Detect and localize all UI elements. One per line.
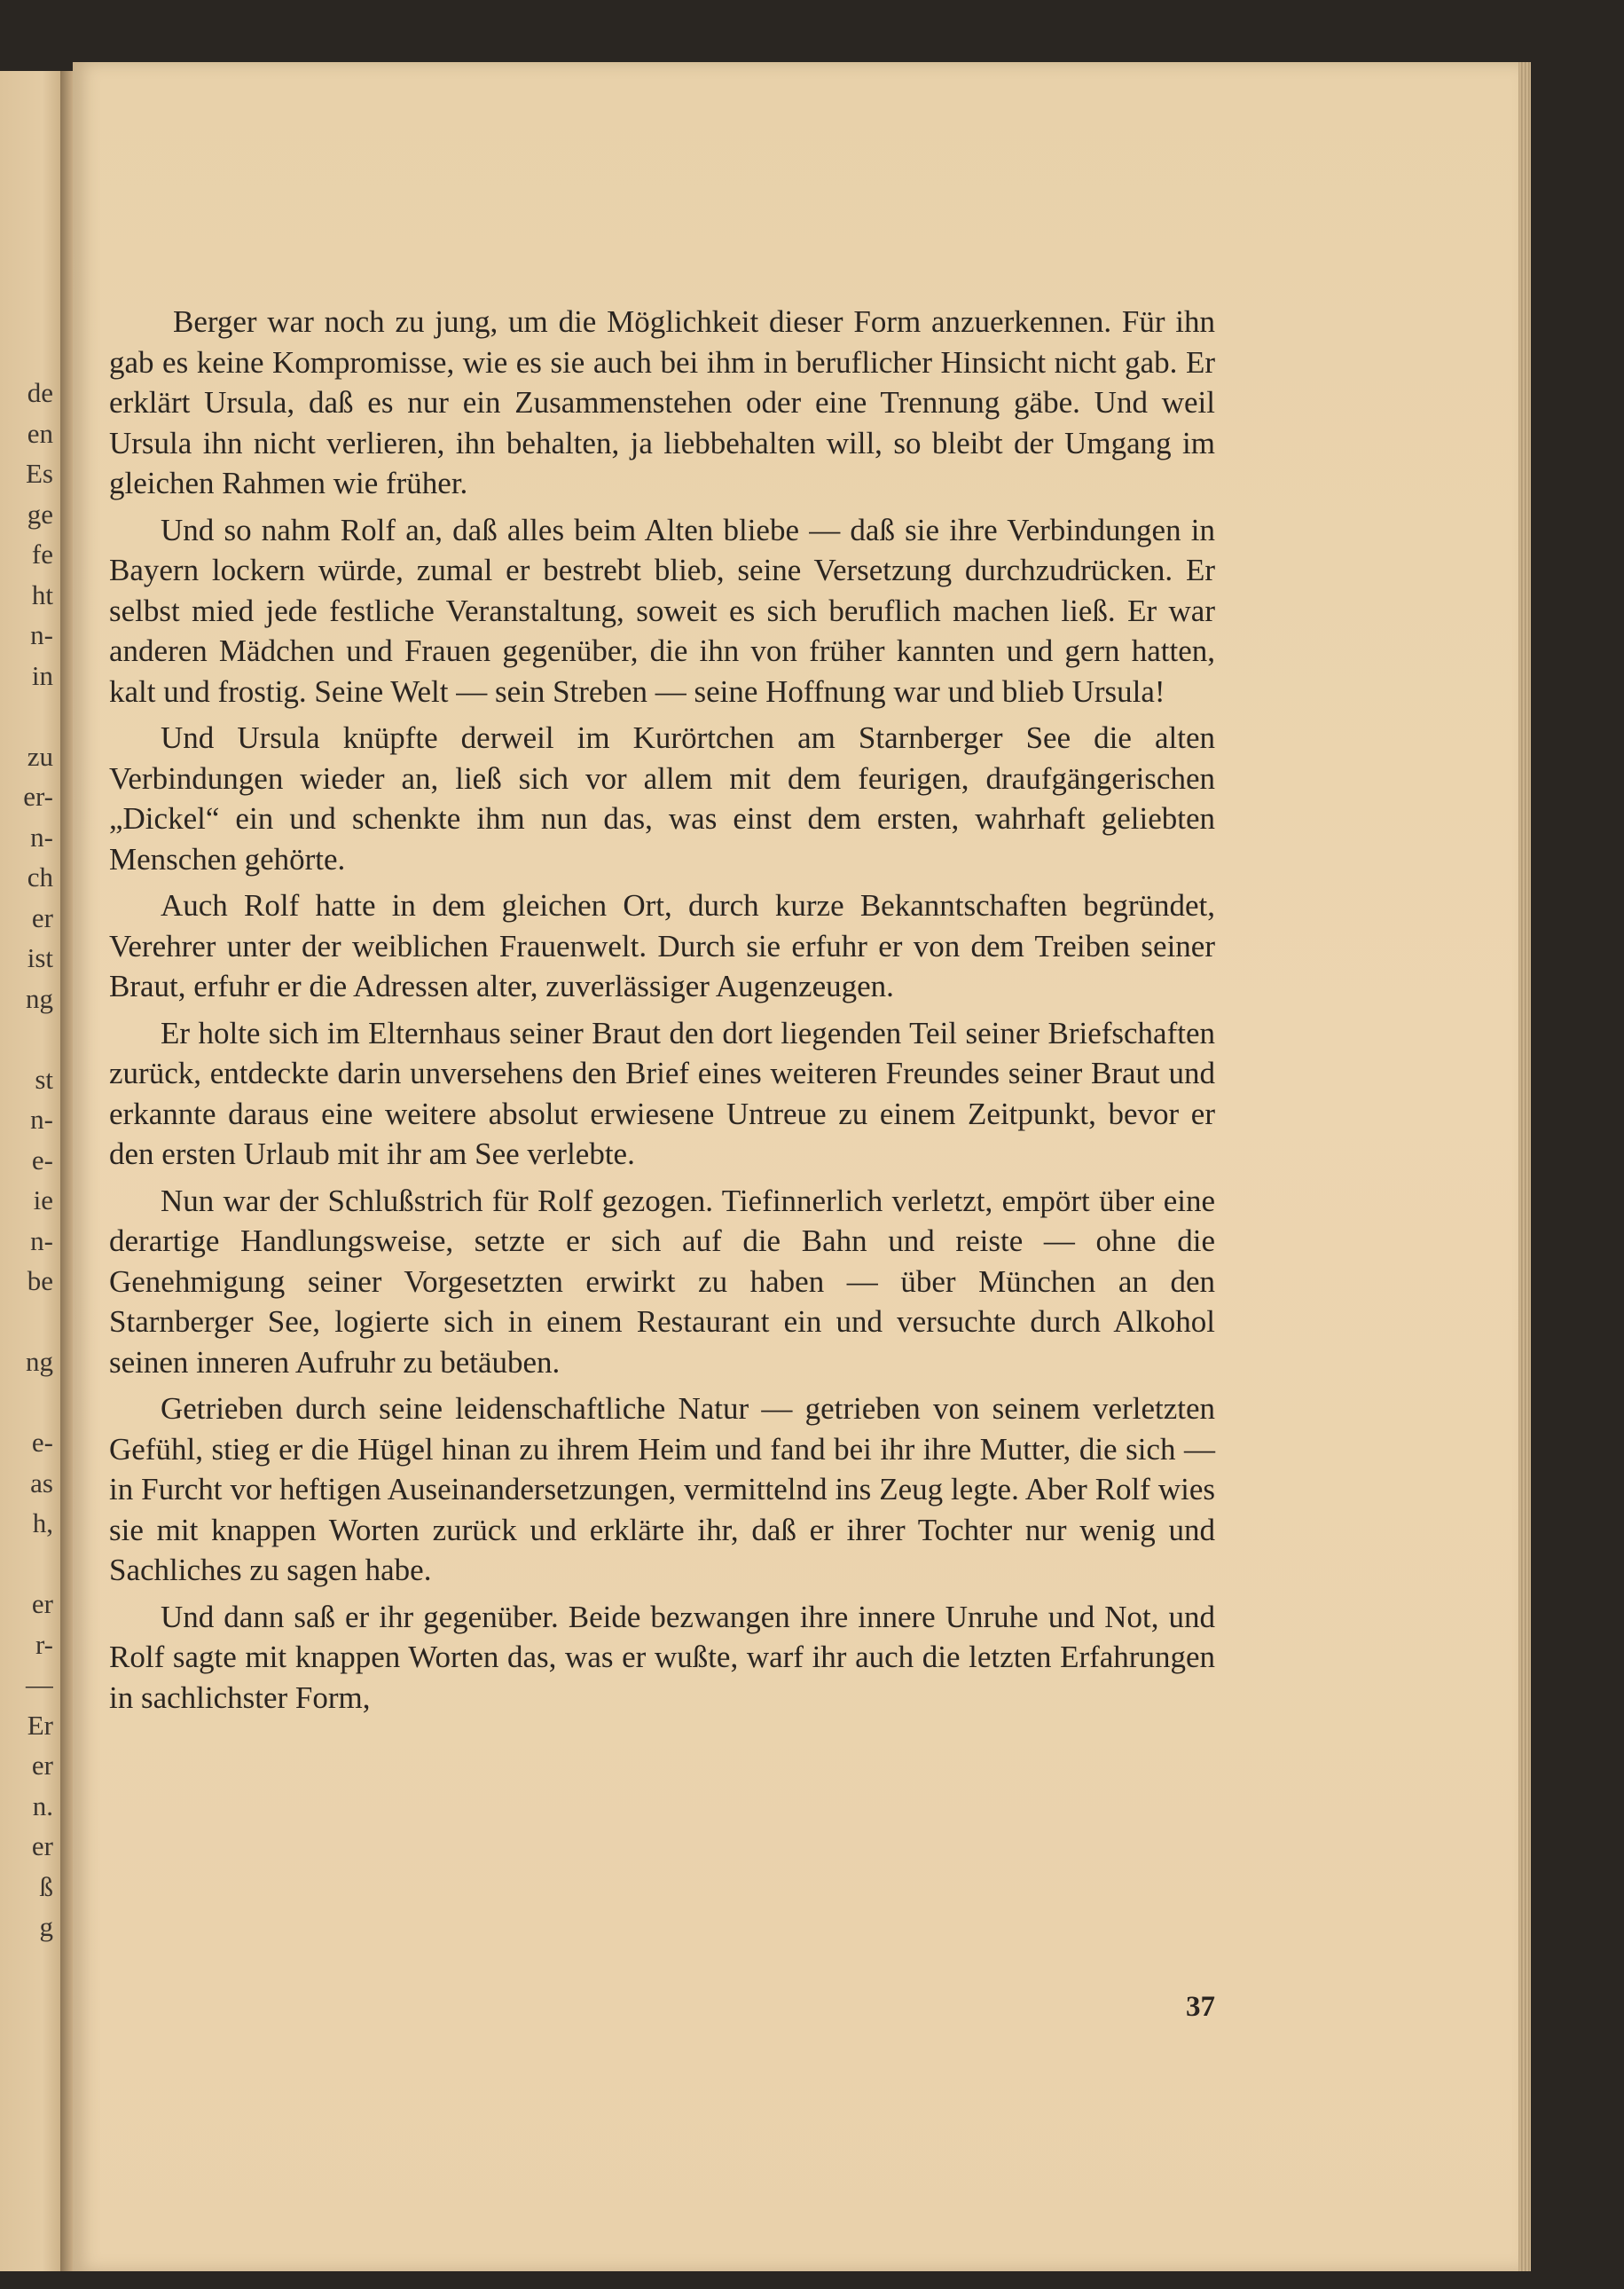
paragraph-6: Nun war der Schlußstrich für Rolf gezogen. Tiefinnerlich verletzt, empört über eine derartige Handlungsweise, setzte er sich auf die Bahn und reiste — ohne die Genehmigung seiner Vorgesetzten erwirkt zu haben — über München an den Starnberger See, logierte sich in einem Restaurant ein und versuchte durch Alkohol seinen inneren Aufruhr zu betäuben. [109, 1183, 1215, 1380]
paragraph-8: Und dann saß er ihr gegenüber. Beide bezwangen ihre innere Unruhe und Not, und Rolf sagte mit knappen Worten das, was er wußte, warf ihr auch die letzten Erfahrungen in sachlichster Form, [109, 1599, 1215, 1715]
left-page-edge [0, 71, 62, 2271]
paragraph-1: Berger war noch zu jung, um die Möglichkeit dieser Form anzuerkennen. Für ihn gab es keine Kompromisse, wie es sie auch bei ihm in beruflicher Hinsicht nicht gab. Er erklärt Ursula, daß es nur ein Zusammenstehen oder eine Trennung gäbe. Und weil Ursula ihn nicht verlieren, ihn behalten, ja liebbehalten will, so bleibt der Umgang im gleichen Rahmen wie früher. [109, 304, 1215, 500]
paragraph-7: Getrieben durch seine leidenschaftliche Natur — getrieben von seinem verletzten Gefühl, stieg er die Hügel hinan zu ihrem Heim und fand bei ihr ihre Mutter, die sich — in Furcht vor heftigen Auseinandersetzungen, vermittelnd ins Zeug legte. Aber Rolf wies sie mit knappen Worten zurück und erklärte ihr, daß er ihrer Tochter nur wenig und Sachliches zu sagen habe. [109, 1391, 1215, 1587]
paragraph-5: Er holte sich im Elternhaus seiner Braut den dort liegenden Teil seiner Briefschaften zurück, entdeckte darin unversehens den Brief eines weiteren Freundes seiner Braut und erkannte daraus eine weitere absolut erwiesene Untreue zu einem Zeitpunkt, bevor er den ersten Urlaub mit ihr am See verlebte. [109, 1015, 1215, 1171]
paragraph-4: Auch Rolf hatte in dem gleichen Ort, durch kurze Bekanntschaften begründet, Verehrer unter der weiblichen Frauenwelt. Durch sie erfuhr er von dem Treiben seiner Braut, erfuhr er die Adressen alter, zuverlässiger Augenzeugen. [109, 888, 1215, 1003]
page-stack-edge [1518, 62, 1531, 2271]
book-gutter [60, 71, 73, 2271]
paragraph-2: Und so nahm Rolf an, daß alles beim Alten bliebe — daß sie ihre Verbindungen in Bayern lockern würde, zumal er bestrebt blieb, seine Versetzung durchzudrücken. Er selbst mied jede festliche Veranstaltung, soweit es sich beruflich machen ließ. Er war anderen Mädchen und Frauen gegenüber, die ihn von früher kannten und gern hatten, kalt und frostig. Seine Welt — sein Streben — seine Hoffnung war und blieb Ursula! [109, 512, 1215, 709]
left-page-fragments: de en Es ge fe ht n- in zu er- n- ch er ist ng st n- e- ie n- be ng e- as h, er r- — Er er n. er ß g [23, 377, 53, 1942]
page-number: 37 [1186, 1991, 1215, 2023]
paragraph-3: Und Ursula knüpfte derweil im Kurörtchen am Starnberger See die alten Verbindungen wieder an, ließ sich vor allem mit dem feurigen, draufgängerischen „Dickel“ ein und schenkte ihm nun das, was einst dem ersten, wahrhaft geliebten Menschen gehörte. [109, 720, 1215, 877]
body-text [109, 302, 1215, 1724]
